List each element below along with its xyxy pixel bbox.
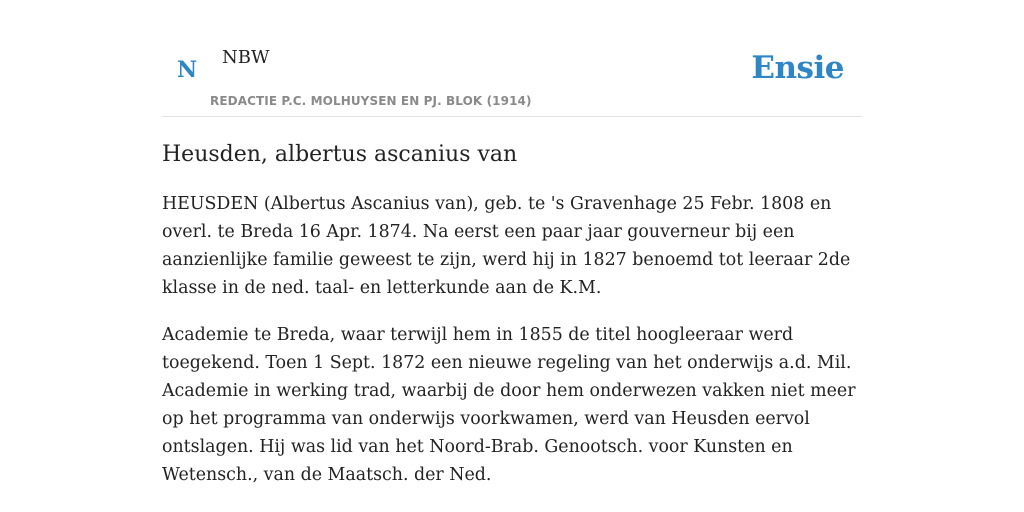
source-title[interactable]: NBW — [222, 47, 270, 68]
ensie-logo[interactable]: Ensie — [751, 50, 844, 86]
article-paragraph-2: Academie te Breda, waar terwijl hem in 1855 de titel hoogleeraar werd toegekend. Toen 1 Sept. 1872 een nieuwe regeling van het onderwijs a.d. Mil. Academie in werking trad, waarbij de door hem onderwezen vakken niet meer op het programma van onderwijs voorkwamen, werd van Heusden eervol ontslagen. Hij was lid van het Noord-Brab. Genootsch. voor Kunsten en Wetensch., van de Maatsch. der Ned. — [162, 325, 856, 485]
article — [162, 139, 862, 489]
source-logo-icon[interactable]: N — [177, 57, 198, 83]
article-paragraph-1: HEUSDEN (Albertus Ascanius van), geb. te 's Gravenhage 25 Febr. 1808 en overl. te Breda 16 Apr. 1874. Na eerst een paar jaar gouverneur bij een aanzienlijke familie geweest te zijn, werd hij in 1827 benoemd tot leeraar 2de klasse in de ned. taal- en letterkunde aan de K.M. — [162, 194, 851, 298]
page-title: Heusden, albertus ascanius van — [162, 142, 518, 167]
page-header — [162, 0, 862, 117]
source-subtitle: REDACTIE P.C. MOLHUYSEN EN PJ. BLOK (1914) — [210, 94, 532, 108]
